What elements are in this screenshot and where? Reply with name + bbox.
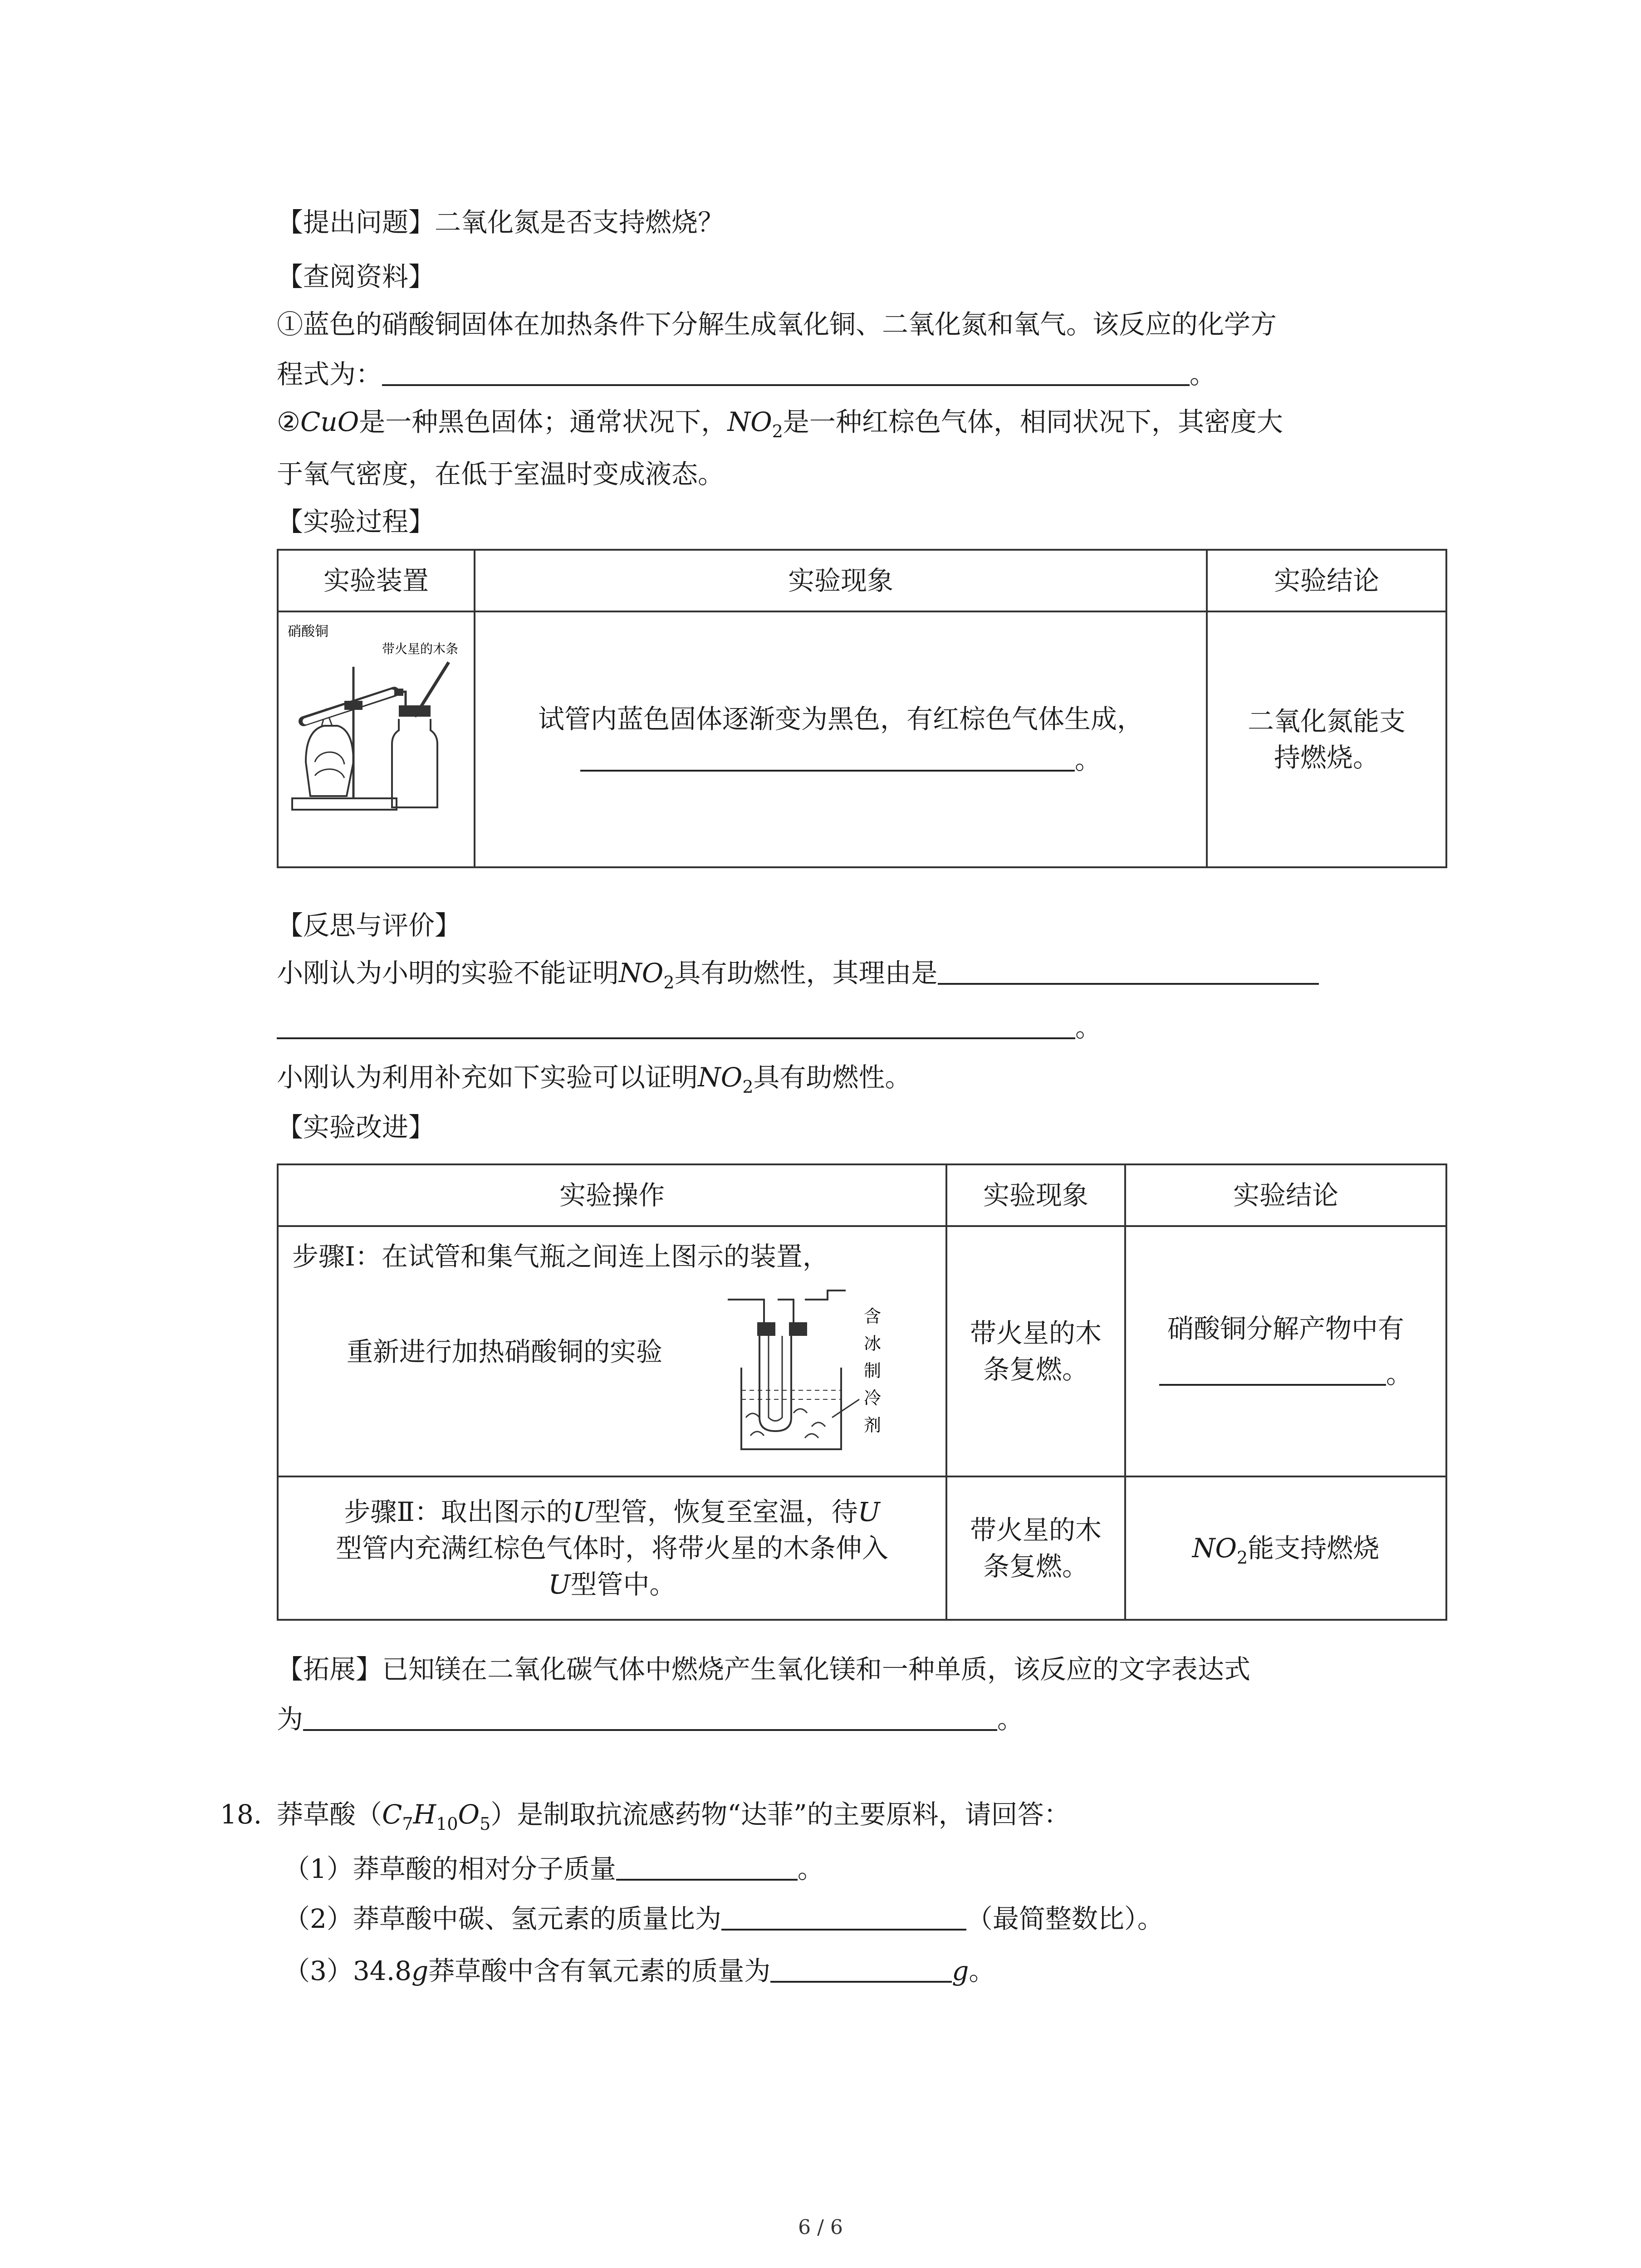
header-operation: 实验操作 (278, 1164, 946, 1226)
expansion-line-1: 【拓展】已知镁在二氧化碳气体中燃烧产生氧化镁和一种单质，该反应的文字表达式 (277, 1654, 1251, 1685)
molecular-mass-blank[interactable] (616, 1879, 798, 1881)
period: 。 (1075, 1012, 1102, 1043)
expression-blank[interactable] (303, 1729, 997, 1731)
heating-apparatus-diagram (279, 612, 474, 857)
question-18-part-2: （2）莽草酸中碳、氢元素的质量比为 （最简整数比）。 (284, 1903, 1164, 1934)
period: 。 (1386, 1359, 1412, 1389)
no2-formula: NO (727, 406, 772, 437)
question-18-intro: 莽草酸$(C_7H_{10}O_5)$是制取抗流感药物“达菲”的主要原料，请回答： (277, 1799, 1070, 1834)
ice-label-4: 冷 (864, 1388, 882, 1408)
question-heading: 【提出问题】二氧化氮是否支持燃烧？ (277, 207, 725, 238)
equation-blank[interactable] (382, 384, 1190, 386)
conclusion-line-1: 二氧化氮能支 (1247, 706, 1406, 737)
step-1-cell (278, 1226, 946, 1476)
period: 。 (1190, 359, 1216, 390)
cuo-formula: CuO (300, 406, 359, 437)
step-1-line-1: 步骤Ⅰ：在试管和集气瓶之间连上图示的装置， (292, 1241, 829, 1272)
improvement-heading: 【实验改进】 (277, 1112, 435, 1143)
phenomenon-2-line-2: 条复燃。 (983, 1551, 1088, 1582)
reference-2-line-1 (277, 404, 1283, 440)
ice-label-3: 制 (864, 1361, 882, 1381)
oxygen-mass-blank[interactable] (770, 1981, 952, 1983)
process-heading: 【实验过程】 (277, 506, 435, 537)
supplement-text-b: 具有助燃性。 (753, 1062, 911, 1093)
reason-blank-2[interactable] (277, 1037, 1075, 1039)
reference-1-line-1: ①蓝色的硝酸铜固体在加热条件下分解生成氧化铜、二氧化氮和氧气。该反应的化学方 (277, 309, 1277, 340)
reflection-line-2 (277, 1009, 1102, 1046)
header-phenomenon: 实验现象 (475, 550, 1207, 611)
apparatus-cell (278, 611, 475, 867)
step-1-line-2: 重新进行加热硝酸铜的实验 (347, 1336, 663, 1367)
conclusion-cell (1207, 611, 1446, 867)
phenomenon-2-line-1: 带火星的木 (970, 1515, 1102, 1545)
reflection-text-b: 具有助燃性，其理由是 (674, 958, 938, 988)
header-apparatus: 实验装置 (278, 550, 475, 611)
experiment-process-table (277, 549, 1447, 868)
phenomenon-line-2 (485, 742, 1197, 778)
reflection-line-1 (277, 955, 1319, 991)
ref2-text-b: 是一种黑色固体；通常状况下， (359, 406, 728, 437)
phenomenon-line-1: 试管内蓝色固体逐渐变为黑色，有红棕色气体生成， (538, 704, 1143, 734)
step-2-line-2: 型管内充满红棕色气体时，将带火星的木条伸入 (335, 1533, 888, 1564)
reason-blank-1[interactable] (938, 983, 1319, 985)
conclusion-line-2: 持燃烧。 (1274, 742, 1379, 773)
equation-prompt: 程式为： (277, 359, 382, 390)
phenomenon-2-cell (946, 1476, 1125, 1620)
no2-formula: NO (698, 1062, 743, 1093)
period: 。 (1074, 744, 1101, 775)
question-18-part-1: （1）莽草酸的相对分子质量 。 (284, 1853, 824, 1884)
phenomenon-1-line-1: 带火星的木 (970, 1318, 1102, 1349)
no2-subscript: 2 (663, 973, 675, 992)
no2-formula: NO (619, 958, 664, 988)
question-18-number: 18. (220, 1799, 262, 1830)
period: 。 (997, 1704, 1024, 1735)
ref2-text-c: 是一种红棕色气体，相同状况下，其密度大 (783, 406, 1283, 437)
reflection-text-a: 小刚认为小明的实验不能证明 (277, 958, 619, 988)
no2-subscript: 2 (1237, 1548, 1248, 1568)
step-2-cell (278, 1476, 946, 1620)
no2-subscript: 2 (772, 421, 783, 441)
mass-ratio-blank[interactable] (721, 1929, 966, 1931)
no2-subscript: 2 (742, 1077, 754, 1097)
reference-2-line-2: 于氧气密度，在低于室温时变成液态。 (277, 459, 725, 489)
reference-1-line-2 (277, 356, 1216, 392)
conclusion-2-text: 能支持燃烧 (1248, 1533, 1380, 1564)
ice-label-5: 剂 (864, 1415, 882, 1435)
conclusion-1-line-1: 硝酸铜分解产物中有 (1167, 1313, 1404, 1344)
ice-label-1: 含 (864, 1306, 882, 1326)
header-conclusion-2: 实验结论 (1125, 1164, 1446, 1226)
header-conclusion: 实验结论 (1207, 550, 1446, 611)
header-phenomenon-2: 实验现象 (946, 1164, 1125, 1226)
u-tube-ice-bath-diagram (714, 1281, 914, 1463)
ice-label-2: 冰 (864, 1334, 882, 1354)
expansion-prompt: 为 (277, 1704, 304, 1735)
label-copper-nitrate: 硝酸铜 (288, 624, 328, 640)
supplement-line (277, 1059, 911, 1095)
no2-formula: NO (1192, 1533, 1237, 1564)
reference-heading: 【查阅资料】 (277, 261, 435, 292)
product-blank[interactable] (1159, 1384, 1386, 1386)
conclusion-1-cell (1125, 1226, 1446, 1476)
circle-two: ② (277, 406, 300, 437)
conclusion-1-line-2 (1135, 1356, 1436, 1392)
phenomenon-1-line-2: 条复燃。 (983, 1354, 1088, 1385)
conclusion-2-cell (1125, 1476, 1446, 1620)
step-2-line-3: U型管中。 (548, 1569, 676, 1600)
experiment-improvement-table (277, 1163, 1447, 1621)
reflection-heading: 【反思与评价】 (277, 910, 461, 941)
expansion-line-2 (277, 1701, 1024, 1737)
supplement-text-a: 小刚认为利用补充如下实验可以证明 (277, 1062, 698, 1093)
phenomenon-cell (475, 611, 1207, 867)
phenomenon-blank[interactable] (580, 770, 1075, 772)
step-2-line-1: 步骤Ⅱ：取出图示的U型管，恢复至室温，待U (344, 1496, 880, 1527)
page-number: 6 / 6 (798, 2216, 843, 2239)
phenomenon-1-cell (946, 1226, 1125, 1476)
question-18-part-3: （3）34.8g莽草酸中含有氧元素的质量为 g。 (284, 1955, 995, 1986)
label-glowing-splint: 带火星的木条 (382, 641, 459, 656)
